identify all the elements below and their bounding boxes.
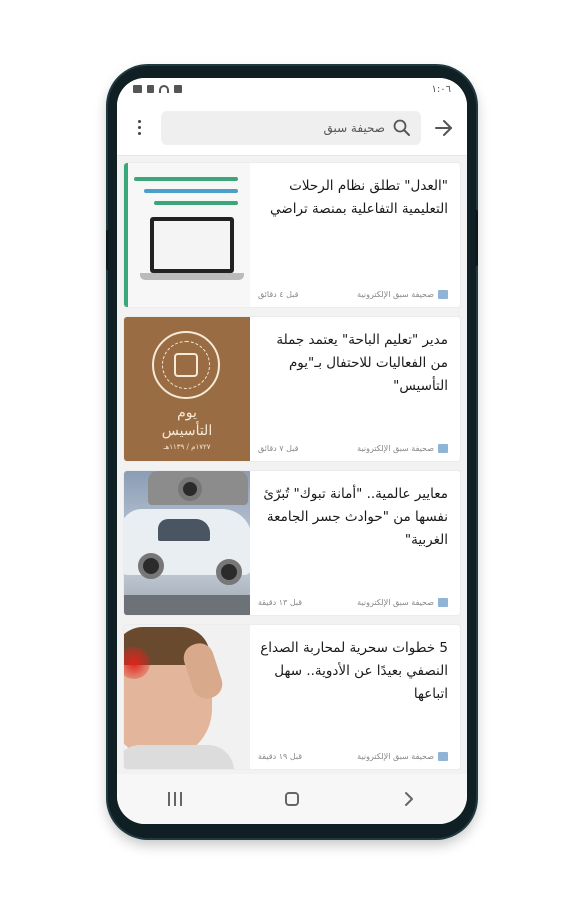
article-source-name: صحيفة سبق الإلكترونية bbox=[357, 598, 434, 607]
home-icon[interactable] bbox=[272, 782, 312, 816]
article-title[interactable]: مدير "تعليم الباحة" يعتمد جملة من الفعاليات للاحتفال بـ"يوم التأسيس" bbox=[276, 332, 448, 394]
article-image bbox=[124, 625, 250, 770]
article-meta bbox=[258, 444, 448, 453]
status-time: ١:٠٦ bbox=[431, 83, 451, 95]
article-image bbox=[124, 471, 250, 616]
article-meta bbox=[258, 752, 448, 761]
arrow-right-icon[interactable] bbox=[431, 113, 457, 143]
article-title[interactable]: معايير عالمية.. "أمانة تبوك" تُبرّئ نفسها من "حوادث جسر الجامعة الغربية" bbox=[263, 486, 448, 548]
battery-icon bbox=[133, 85, 142, 93]
article-time: قبل ٤ دقائق bbox=[258, 290, 299, 299]
newspaper-icon bbox=[438, 752, 448, 761]
status-bar bbox=[117, 78, 467, 100]
founding-day-emblem bbox=[152, 331, 220, 399]
app-bar bbox=[117, 100, 467, 156]
article-source bbox=[357, 752, 448, 761]
news-feed bbox=[117, 156, 467, 770]
search-text: صحيفة سبق bbox=[323, 120, 385, 135]
article-source-name: صحيفة سبق الإلكترونية bbox=[357, 444, 434, 453]
search-bar[interactable] bbox=[161, 111, 421, 145]
article-image bbox=[124, 163, 250, 308]
article-time: قبل ٧ دقائق bbox=[258, 444, 299, 453]
search-icon bbox=[393, 119, 411, 137]
image-text: التأسيس bbox=[161, 423, 213, 439]
image-text: ١٧٢٧م / ١١٣٩هـ bbox=[163, 443, 211, 451]
article-source bbox=[357, 290, 448, 299]
article-title[interactable]: 5 خطوات سحرية لمحاربة الصداع النصفي بعيدًا عن الأدوية.. سهل اتباعها bbox=[260, 640, 448, 702]
article-meta bbox=[258, 290, 448, 299]
chevron-right-icon[interactable] bbox=[389, 782, 429, 816]
article-card[interactable] bbox=[123, 470, 461, 616]
article-content bbox=[250, 471, 460, 615]
article-content bbox=[250, 317, 460, 461]
article-time: قبل ١٩ دقيقة bbox=[258, 752, 303, 761]
article-source-name: صحيفة سبق الإلكترونية bbox=[357, 290, 434, 299]
more-vertical-icon[interactable] bbox=[127, 113, 151, 143]
article-source-name: صحيفة سبق الإلكترونية bbox=[357, 752, 434, 761]
article-content bbox=[250, 625, 460, 769]
notification-icon bbox=[174, 85, 182, 93]
newspaper-icon bbox=[438, 598, 448, 607]
wifi-icon bbox=[159, 85, 169, 93]
article-content bbox=[250, 163, 460, 307]
status-icons bbox=[133, 85, 182, 93]
article-card[interactable] bbox=[123, 162, 461, 308]
volume-button bbox=[106, 230, 109, 270]
phone-screen bbox=[117, 78, 467, 824]
article-source bbox=[357, 598, 448, 607]
article-source bbox=[357, 444, 448, 453]
article-card[interactable] bbox=[123, 316, 461, 462]
power-button bbox=[475, 210, 478, 266]
system-nav-bar bbox=[117, 774, 467, 824]
article-meta bbox=[258, 598, 448, 607]
recents-icon[interactable] bbox=[155, 782, 195, 816]
newspaper-icon bbox=[438, 444, 448, 453]
article-image bbox=[124, 317, 250, 462]
article-time: قبل ١٣ دقيقة bbox=[258, 598, 303, 607]
image-text: يوم bbox=[177, 405, 197, 421]
signal-icon bbox=[147, 85, 154, 93]
newspaper-icon bbox=[438, 290, 448, 299]
article-title[interactable]: "العدل" تطلق نظام الرحلات التعليمية التفاعلية بمنصة تراضي bbox=[270, 178, 448, 217]
article-card[interactable] bbox=[123, 624, 461, 770]
